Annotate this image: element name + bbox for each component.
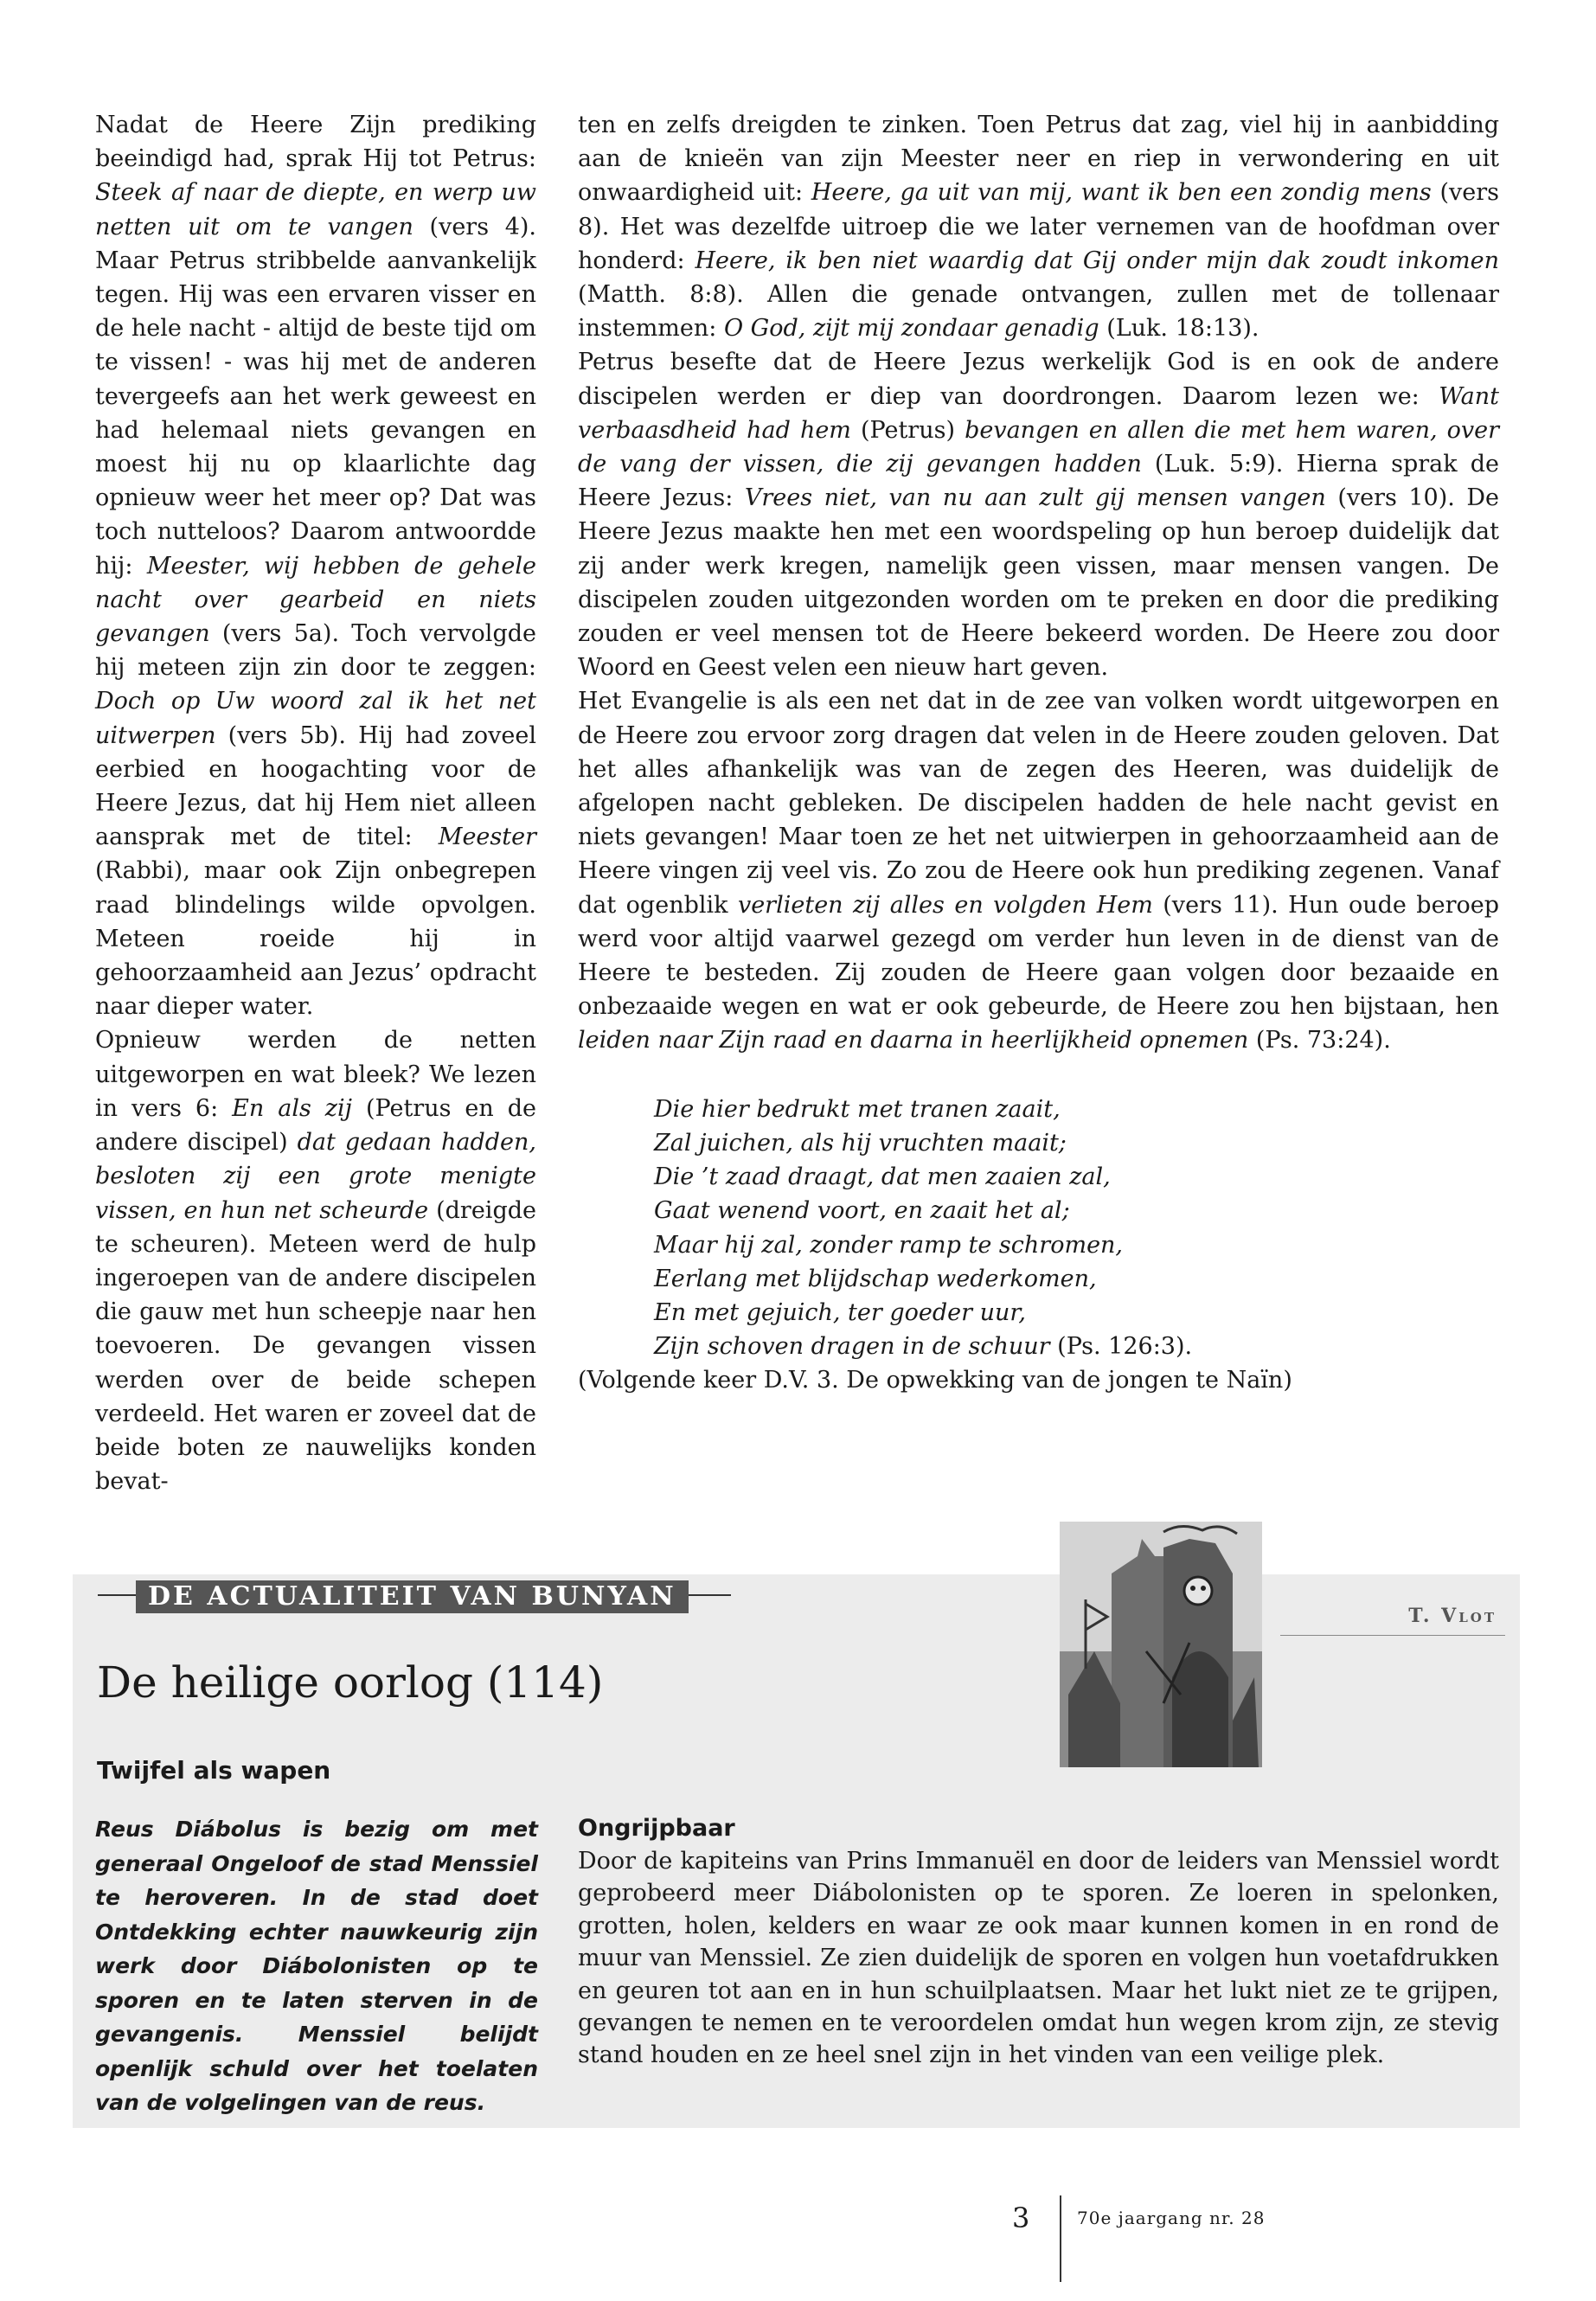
text-run: (Matth. 8:8). Allen die genade ontvangen, zullen met de tollenaar instemmen: bbox=[578, 281, 1499, 343]
author-rule bbox=[1280, 1635, 1505, 1636]
italic-quote: dat gedaan hadden, besloten zij een grote menigte vissen, en hun net scheurde bbox=[95, 1129, 537, 1224]
article-title: De heilige oorlog (114) bbox=[97, 1657, 604, 1708]
psalm-line-last bbox=[654, 1330, 1499, 1363]
italic-quote: Vrees niet, van nu aan zult gij mensen vangen bbox=[744, 484, 1326, 512]
text-run: (dreigde te scheuren). Meteen werd de hulp ingeroepen van de andere discipelen die gauw met hun scheepje naar hen toevoeren. De gevangen vissen werden over de beide schepen verdeeld. Het waren er zoveel dat de beide boten ze nauwelijks konden bevat- bbox=[95, 1196, 536, 1496]
text-run: Petrus besefte dat de Heere Jezus werkelijk God is en ook de andere discipelen werden er diep van doordrongen. Daarom lezen we: bbox=[578, 349, 1499, 410]
engraving-illustration bbox=[1060, 1522, 1262, 1767]
text-run: Opnieuw werden de netten uitgeworpen en wat bleek? We lezen in vers 6: bbox=[95, 1027, 536, 1122]
article-intro: Reus Diábolus is bezig om met generaal Ongeloof de stad Menssiel te heroveren. In de stad doet Ontdekking echter nauwkeurig zijn werk door Diábolonisten op te sporen en te laten sterven in de gevangenis. Menssiel belijdt openlijk schuld over het toelaten van de volgelingen van de reus. bbox=[95, 1817, 538, 2115]
article-body: Door de kapiteins van Prins Immanuël en door de leiders van Menssiel wordt geprobeerd meer Diábolonisten op te sporen. Ze loeren in spelonken, grotten, holen, kelders en waar ze ook maar kunnen komen in en rond de muur van Menssiel. Ze zien duidelijk de sporen en volgen hun voetafdrukken en geuren tot aan en in hun schuilplaatsen. Maar het lukt niet ze te grijpen, gevangen te nemen en te veroordelen omdat hun wegen krom zijn, ze stevig stand houden en ze heel snel zijn in het vinden van een veilige plek. bbox=[578, 1848, 1499, 2069]
psalm-quote bbox=[654, 1093, 1499, 1364]
text-run: (Luk. 18:13). bbox=[1099, 315, 1259, 343]
text-run: Het Evangelie is als een net dat in de zee van volken wordt uitgeworpen en de Heere zou ervoor zorg dragen dat velen in de Heere zouden geloven. Dat het alles afhankelijk was van de zegen des Heeren, was duidelijk de afgelopen nacht gebleken. De discipelen hadden de hele nacht gevist en niets gevangen! Maar toen ze het net uitwierpen in gehoorzaamheid aan de Heere vingen zij veel vis. Zo zou de Heere ook hun prediking zegenen. Vanaf dat ogenblik bbox=[578, 688, 1499, 919]
text-run: (vers 8). Het was dezelfde uitroep die we later vernemen van de hoofdman over honderd: bbox=[578, 179, 1500, 274]
author-name: T. Vlot bbox=[1408, 1605, 1497, 1627]
text-run: (vers 11). Hun oude beroep werd voor altijd vaarwel gezegd om verder hun leven in de dienst van de Heere te besteden. Zij zouden de Heere gaan volgen door bezaaide en onbezaaide wegen en wat er ook gebeurde, de Heere zou hen bijstaan, hen bbox=[578, 891, 1499, 1021]
text-run: (vers 10). De Heere Jezus maakte hen met een woordspeling op hun beroep duidelijk dat zij ander werk kregen, namelijk geen vissen, maar mensen vangen. De discipelen zouden uitgezonden worden om te preken en door die prediking zouden er veel mensen tot de Heere bekeerd worden. De Heere zou door Woord en Geest velen een nieuw hart geven. bbox=[578, 484, 1500, 682]
italic-quote: verlieten zij alles en volgden Hem bbox=[737, 891, 1153, 919]
italic-quote: En als zij bbox=[232, 1094, 353, 1122]
paragraph bbox=[578, 108, 1499, 345]
psalm-lines bbox=[654, 1093, 1499, 1364]
footer-rule bbox=[1060, 2195, 1061, 2282]
psalm-line: Die ’t zaad draagt, dat men zaaien zal, bbox=[654, 1163, 1111, 1191]
text-run: (Petrus) bbox=[850, 416, 965, 444]
text-run: (Luk. 5:9). Hierna sprak de Heere Jezus: bbox=[578, 451, 1499, 512]
italic-quote: Want verbaasdheid had hem bbox=[578, 382, 1499, 444]
psalm-line: Zijn schoven dragen in de schuur bbox=[654, 1333, 1050, 1361]
paragraph bbox=[95, 1023, 536, 1498]
text-run: (Rabbi), maar ook Zijn onbegrepen raad blindelings wilde opvolgen. Meteen roeide hij in gehoorzaamheid aan Jezus’ opdracht naar dieper water. bbox=[95, 857, 536, 1021]
italic-quote: Steek af naar de diepte, en werp uw netten uit om te vangen bbox=[95, 179, 536, 240]
italic-quote: O God, zijt mij zondaar genadig bbox=[723, 315, 1099, 343]
italic-quote: leiden naar Zijn raad en daarna in heerlijkheid opnemen bbox=[578, 1027, 1249, 1054]
text-run: (vers 5b). Hij had zoveel eerbied en hoogachting voor de Heere Jezus, dat hij Hem niet alleen aansprak met de titel: bbox=[95, 721, 536, 851]
text-run: (Petrus en de andere discipel) bbox=[95, 1094, 536, 1157]
article-subtitle: Twijfel als wapen bbox=[97, 1756, 331, 1785]
paragraph bbox=[95, 108, 536, 1023]
psalm-line: Die hier bedrukt met tranen zaait, bbox=[654, 1095, 1061, 1123]
section-banner: DE ACTUALITEIT VAN BUNYAN bbox=[136, 1580, 689, 1613]
page-number: 3 bbox=[1012, 2202, 1030, 2234]
section-heading: Ongrijpbaar bbox=[578, 1815, 735, 1842]
text-run: Nadat de Heere Zijn prediking beeindigd had, sprak Hij tot Petrus: bbox=[95, 112, 536, 173]
text-run: ten en zelfs dreigden te zinken. Toen Petrus dat zag, viel hij in aanbidding aan de knieën van zijn Meester neer en riep in verwondering en uit onwaardigheid uit: bbox=[578, 112, 1499, 207]
italic-quote: Doch op Uw woord zal ik het net uitwerpen bbox=[95, 688, 536, 749]
left-text-column bbox=[95, 108, 536, 1498]
paragraph bbox=[578, 684, 1499, 1057]
psalm-line: Zal juichen, als hij vruchten maait; bbox=[654, 1129, 1067, 1157]
text-run: (vers 5a). Toch vervolgde hij meteen zijn zin door te zeggen: bbox=[95, 620, 536, 682]
italic-quote: Meester, wij hebben de gehele nacht over gearbeid en niets gevangen bbox=[95, 552, 537, 648]
journal-issue: 70e jaargang nr. 28 bbox=[1077, 2208, 1266, 2228]
psalm-reference: (Ps. 126:3). bbox=[1049, 1333, 1193, 1361]
right-text-column bbox=[578, 108, 1499, 1398]
psalm-line: Gaat wenend voort, en zaait het al; bbox=[654, 1197, 1070, 1225]
psalm-line: Eerlang met blijdschap wederkomen, bbox=[654, 1265, 1097, 1292]
italic-quote: Heere, ik ben niet waardig dat Gij onder mijn dak zoudt inkomen bbox=[695, 247, 1499, 274]
next-episode-note: (Volgende keer D.V. 3. De opwekking van de jongen te Naïn) bbox=[578, 1367, 1292, 1394]
psalm-line: En met gejuich, ter goeder uur, bbox=[654, 1298, 1026, 1326]
italic-quote: bevangen en allen die met hem waren, over de vang der vissen, die zij gevangen hadden bbox=[578, 416, 1500, 478]
text-run: (vers 4). Maar Petrus stribbelde aanvankelijk tegen. Hij was een ervaren visser en de hele nacht - altijd de beste tijd om te vissen! - was hij met de anderen tevergeefs aan het werk geweest en had helemaal niets gevangen en moest hij nu op klaarlichte dag opnieuw weer het meer op? Dat was toch nutteloos? Daarom antwoordde hij: bbox=[95, 213, 536, 580]
right-paragraphs bbox=[578, 108, 1499, 1058]
italic-quote: Meester bbox=[438, 824, 536, 851]
castle-siege-image bbox=[1060, 1522, 1262, 1767]
psalm-line: Maar hij zal, zonder ramp te schromen, bbox=[654, 1231, 1124, 1259]
italic-quote: Heere, ga uit van mij, want ik ben een zondig mens bbox=[811, 179, 1432, 207]
paragraph bbox=[578, 345, 1499, 684]
text-run: (Ps. 73:24). bbox=[1248, 1027, 1391, 1054]
